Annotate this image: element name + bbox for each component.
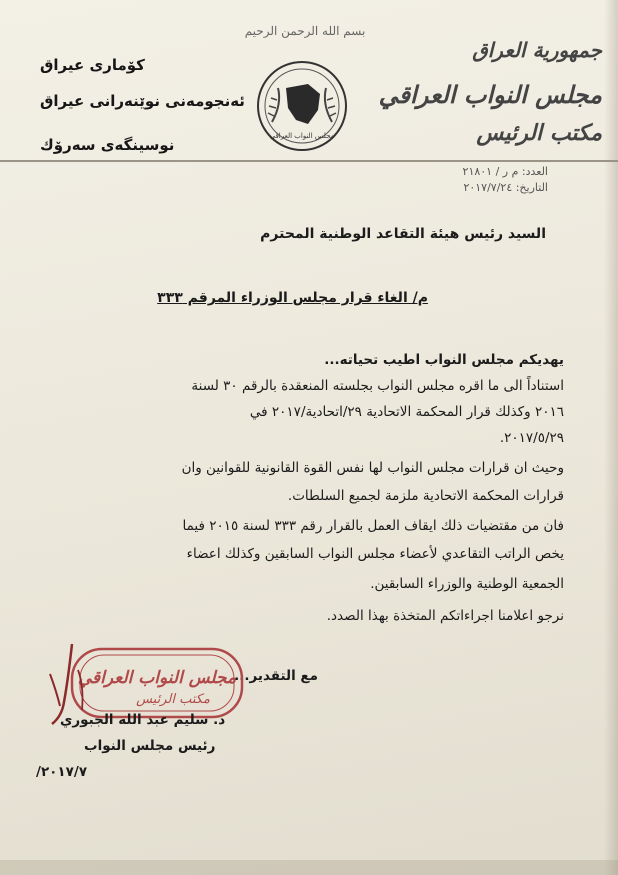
letter-number: العدد: م ر / ٢١٨٠١ [462,165,548,178]
closing: مع التقدير... [234,668,318,684]
signatory-title: رئيس مجلس النواب [84,738,216,754]
body-line-2: ٢٠١٦ وكذلك قرار المحكمة الاتحادية ٢٩/اتحادية/٢٠١٧ في [249,404,564,420]
iraq-map-icon [286,84,320,124]
paper-edge-shadow [604,0,618,875]
body-line-6: فان من مقتضيات ذلك ايقاف العمل بالقرار رقم ٣٣٣ لسنة ٢٠١٥ فيما [182,518,564,534]
greeting: يهديكم مجلس النواب اطيب تحياته... [324,352,564,368]
parliament-emblem [248,58,356,154]
body-line-1: استناداً الى ما اقره مجلس النواب بجلسته المنعقدة بالرقم ٣٠ لسنة [191,378,564,394]
arabic-header-line-2: مجلس النواب العراقي [378,80,602,109]
header-divider [0,160,618,162]
letter-date: التاريخ: ٢٠١٧/٧/٢٤ [463,181,548,194]
kurdish-header-line-3: نوسینگه‌ی سه‌رۆك [40,136,175,154]
signatory-name: د. سليم عبد الله الجبوري [60,712,226,728]
stamp-line-2: مكتب الرئيس [136,692,210,707]
body-line-4: وحيث ان قرارات مجلس النواب لها نفس القوة القانونية للقوانين وان [181,460,564,476]
arabic-header-line-3: مكتب الرئيس [476,120,602,146]
basmala: بسم الله الرحمن الرحيم [244,24,366,38]
signature-date: ٢٠١٧/٧/ [36,764,88,780]
subject-line: م/ الغاء قرار مجلس الوزراء المرقم ٣٣٣ [157,290,428,306]
body-line-5: قرارات المحكمة الاتحادية ملزمة لجميع السلطات. [287,488,564,504]
body-line-9: نرجو اعلامنا اجراءاتكم المتخذة بهذا الصدد. [326,608,564,624]
bottom-shadow [0,860,618,875]
kurdish-header-line-2: ئه‌نجومه‌نی نوێنه‌رانی عیراق [40,92,245,110]
body-line-7: يخص الراتب التقاعدي لأعضاء مجلس النواب السابقين وكذلك اعضاء [186,546,564,562]
kurdish-header-line-1: كۆماری عیراق [40,56,145,74]
body-line-8: الجمعية الوطنية والوزراء السابقين. [370,576,564,592]
official-stamp [68,645,246,721]
body-line-3: ٢٠١٧/٥/٢٩. [499,430,564,446]
stamp-line-1: مجلس النواب العراقي [77,668,237,688]
emblem-text: مجلس النواب العراقي [269,132,335,140]
arabic-header-line-1: جمهورية العراق [472,38,602,62]
addressee: السيد رئيس هيئة التقاعد الوطنية المحترم [260,226,546,242]
